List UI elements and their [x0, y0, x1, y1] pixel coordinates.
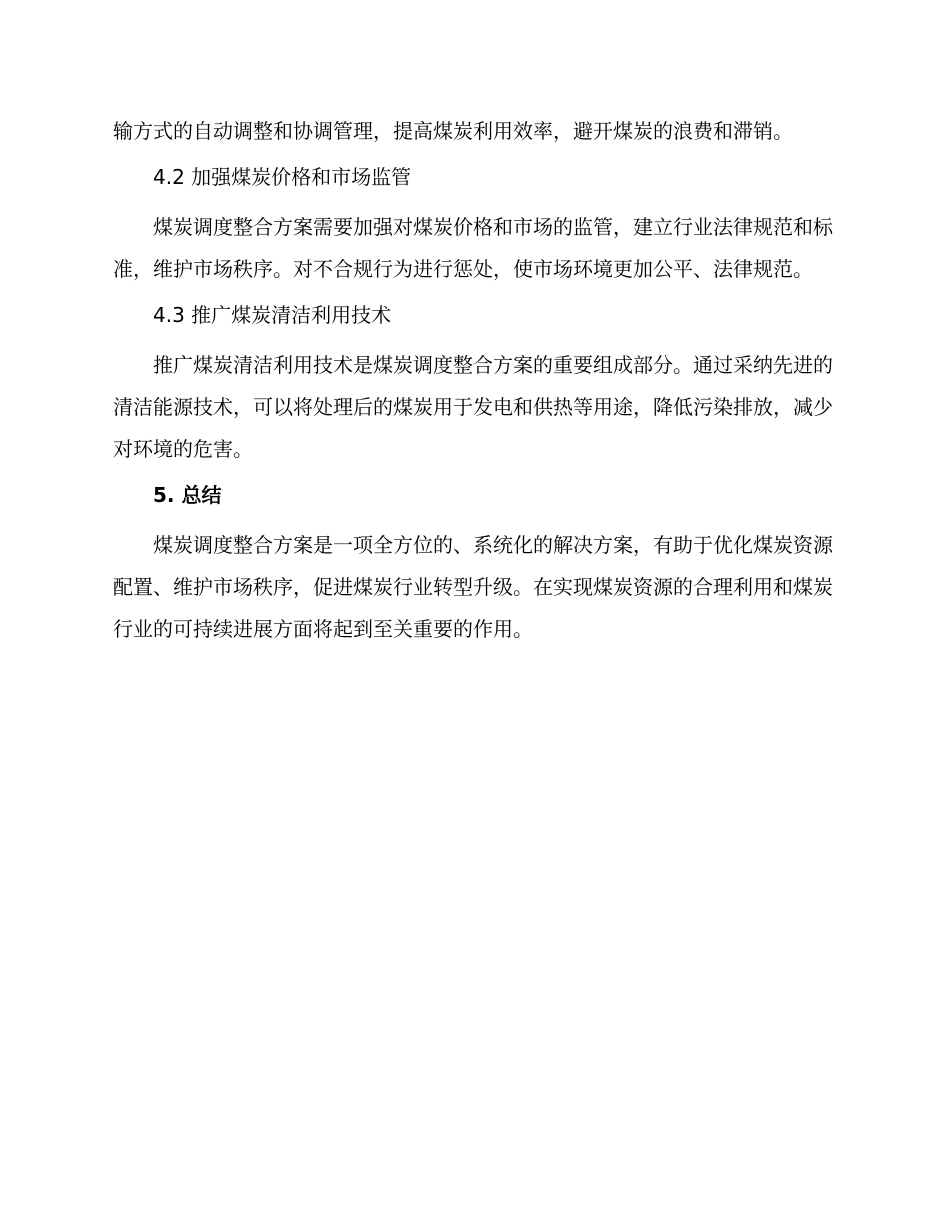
- document-body: [113, 110, 833, 654]
- section-heading-4-3: 4.3 推广煤炭清洁利用技术: [153, 303, 392, 327]
- section-heading-4-2: 4.2 加强煤炭价格和市场监管: [153, 165, 412, 189]
- paragraph-clean-technology: 推广煤炭清洁利用技术是煤炭调度整合方案的重要组成部分。通过采纳先进的清洁能源技术，可以将处理后的煤炭用于发电和供热等用途，降低污染排放，减少对环境的危害。: [113, 353, 833, 461]
- paragraph-continued: 输方式的自动调整和协调管理，提高煤炭利用效率，避开煤炭的浪费和滞销。: [113, 119, 793, 143]
- section-heading-summary: 5. 总结: [153, 483, 222, 507]
- paragraph-price-regulation: 煤炭调度整合方案需要加强对煤炭价格和市场的监管，建立行业法律规范和标准，维护市场秩序。对不合规行为进行惩处，使市场环境更加公平、法律规范。: [113, 215, 833, 281]
- paragraph-summary: 煤炭调度整合方案是一项全方位的、系统化的解决方案，有助于优化煤炭资源配置、维护市场秩序，促进煤炭行业转型升级。在实现煤炭资源的合理利用和煤炭行业的可持续进展方面将起到至关重要的作用。: [113, 533, 833, 641]
